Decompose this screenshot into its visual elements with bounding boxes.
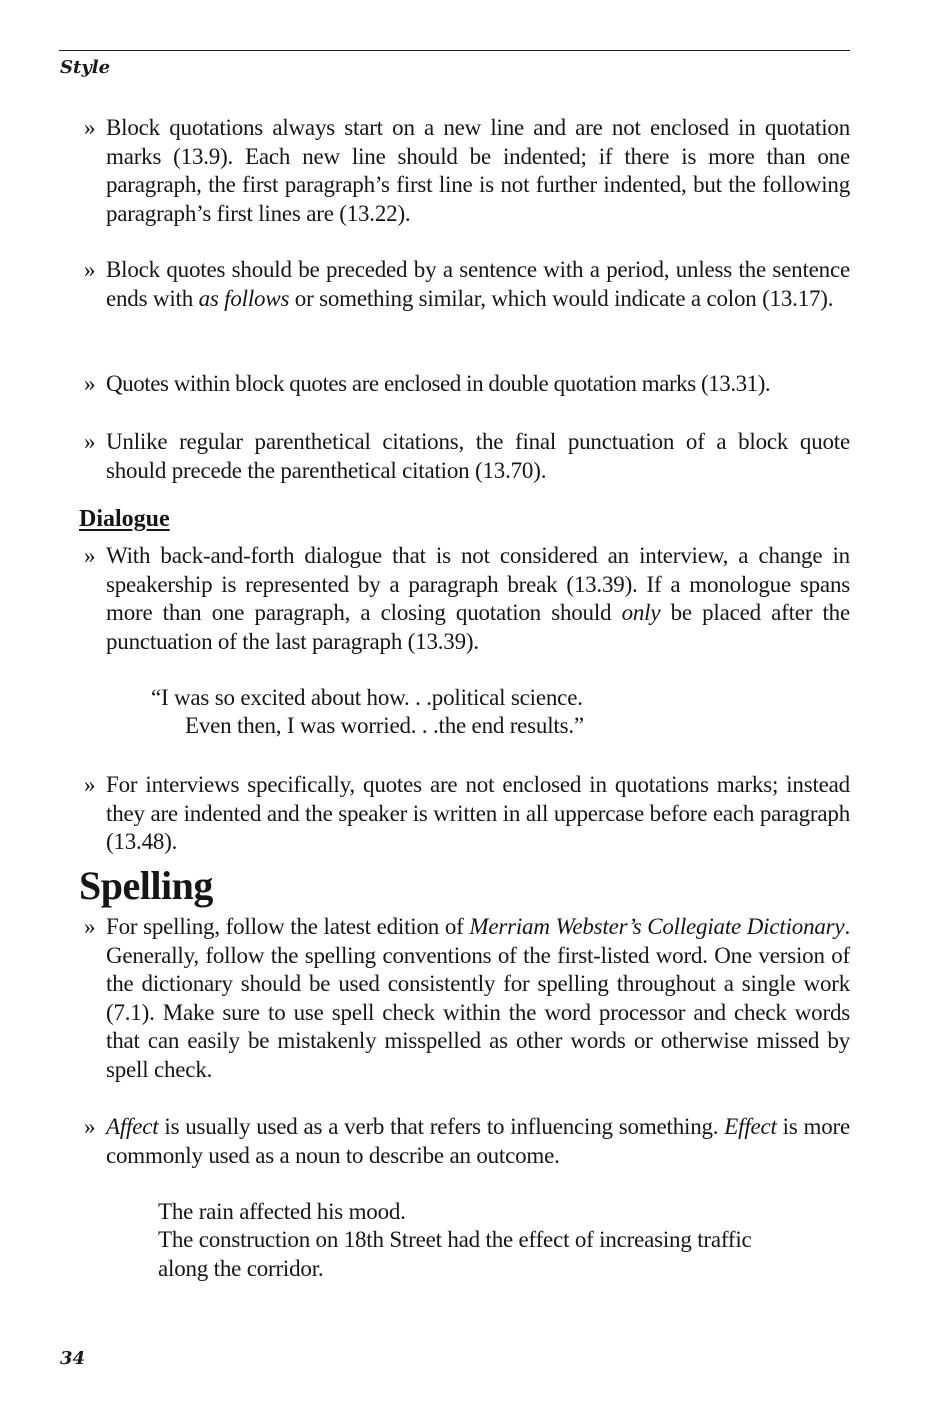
list-item-text: Unlike regular parenthetical citations, the final punctuation of a block quote should precede the parenthetical citation (13.70). xyxy=(106,429,850,483)
example-line: along the corridor. xyxy=(158,1256,324,1281)
example-line: “I was so excited about how. . .political science. xyxy=(151,685,583,710)
list-item-text xyxy=(106,256,850,313)
list-item-text: Quotes within block quotes are enclosed in double quotation marks (13.31). xyxy=(106,371,771,396)
example-line: The construction on 18th Street had the effect of increasing traffic xyxy=(158,1227,752,1252)
italic-term: Merriam Webster’s Collegiate Dictionary xyxy=(469,914,845,939)
list-item-text: For interviews specifically, quotes are not enclosed in quotations marks; instead they are indented and the speaker is written in all uppercase before each paragraph (13.48). xyxy=(106,772,850,854)
text-run: With back-and-forth dialogue that is not considered an interview, a change in speakership is represented by a paragraph break (13.39). If a monologue spans more than one paragraph, a closing quotation should xyxy=(106,543,850,625)
text-run: Block quotes should be preceded by a sentence with a period, unless the sentence ends with xyxy=(106,257,850,311)
list-item xyxy=(84,114,850,228)
page-number: 34 xyxy=(60,1348,86,1369)
list-item xyxy=(84,428,850,485)
list-item xyxy=(84,542,850,656)
list-item xyxy=(84,913,850,1084)
list-item-text xyxy=(106,542,850,656)
list-item-text xyxy=(106,913,850,1084)
example-line: The rain affected his mood. xyxy=(158,1199,406,1224)
italic-term: only xyxy=(621,600,661,625)
text-run: . Generally, follow the spelling conventions of the first-listed word. One version of the dictionary should be used consistently for spelling throughout a single work (7.1). Make sure to use spell check within the word processor and check words that can easily be mistakenly misspelled as other words or otherwise missed by spell check. xyxy=(106,914,850,1082)
text-run: is more commonly used as a noun to describe an outcome. xyxy=(106,1114,851,1168)
text-run: be placed after the punctuation of the last paragraph (13.39). xyxy=(106,600,850,654)
italic-term: Effect xyxy=(724,1114,777,1139)
italic-term: as follows xyxy=(198,285,290,311)
bullet-marker: » xyxy=(84,1114,96,1139)
list-item-text: Block quotations always start on a new line and are not enclosed in quotation marks (13.9). Each new line should be indented; if there is more than one paragraph, the first paragraph’s first line is not further indented, but the following paragraph’s first lines are (13.22). xyxy=(106,115,850,226)
bullet-marker: » xyxy=(84,115,96,140)
text-run: is usually used as a verb that refers to influencing something. xyxy=(158,1114,725,1139)
list-item xyxy=(84,1113,850,1170)
bullet-marker: » xyxy=(84,772,96,797)
text-run: For spelling, follow the latest edition of xyxy=(106,914,470,939)
list-item xyxy=(84,256,850,313)
spelling-heading: Spelling xyxy=(79,863,213,908)
list-item xyxy=(84,771,850,857)
bullet-marker: » xyxy=(84,914,96,939)
dialogue-heading: Dialogue xyxy=(79,506,170,532)
header-rule xyxy=(59,50,850,51)
list-item-text xyxy=(106,1113,850,1170)
bullet-marker: » xyxy=(84,257,96,282)
example-line: Even then, I was worried. . .the end results.” xyxy=(185,713,584,738)
running-head: Style xyxy=(60,57,111,78)
bullet-marker: » xyxy=(84,543,96,568)
bullet-marker: » xyxy=(84,429,96,454)
italic-term: Affect xyxy=(106,1114,159,1139)
bullet-marker: » xyxy=(84,371,96,396)
text-run: or something similar, which would indicate a colon (13.17). xyxy=(289,285,834,311)
list-item xyxy=(84,370,850,399)
